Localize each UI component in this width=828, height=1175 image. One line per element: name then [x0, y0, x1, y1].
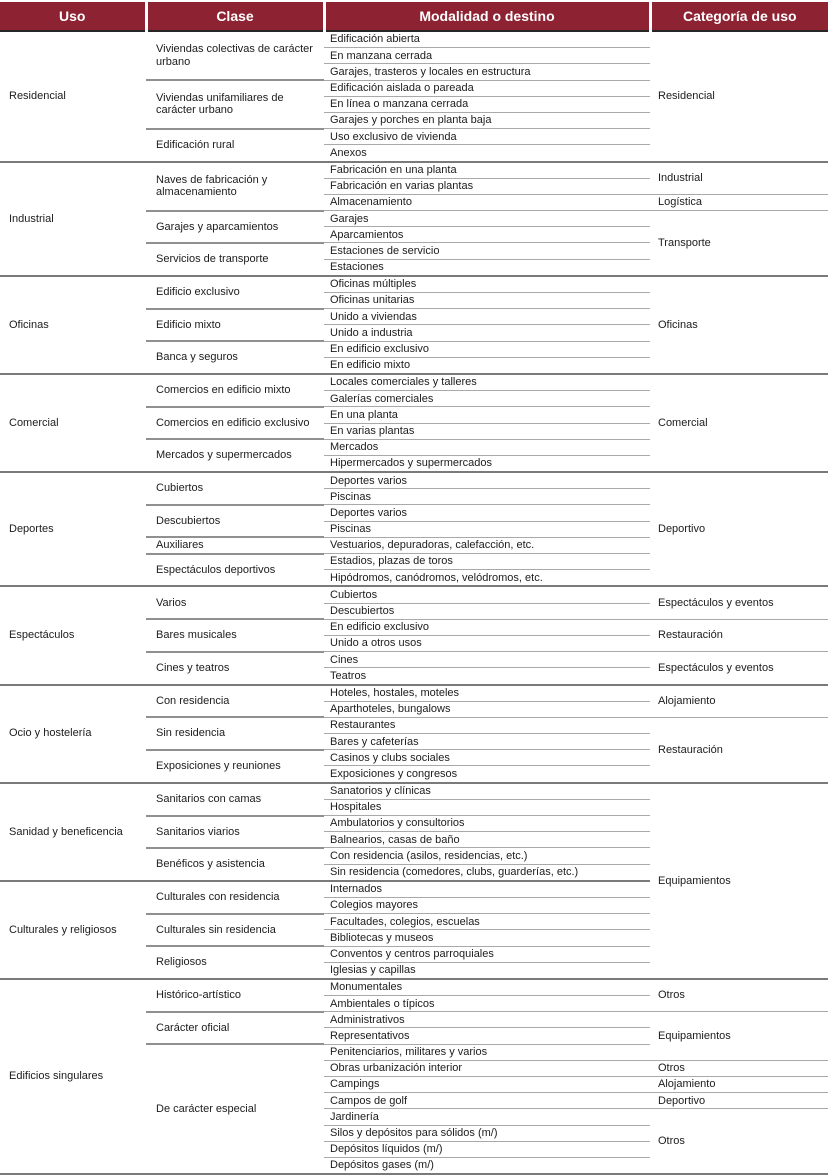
clase-cell: Edificio exclusivo — [146, 276, 324, 309]
modalidad-cell: En edificio exclusivo — [324, 341, 650, 357]
categoria-cell: Equipamientos — [650, 1012, 828, 1061]
modalidad-cell: En una planta — [324, 407, 650, 423]
uso-cell: Ocio y hostelería — [0, 685, 146, 783]
clase-cell: Cubiertos — [146, 472, 324, 505]
header-categoria: Categoría de uso — [650, 2, 828, 31]
modalidad-cell: Aparcamientos — [324, 227, 650, 243]
uso-cell: Residencial — [0, 31, 146, 162]
clase-cell: Con residencia — [146, 685, 324, 718]
table-row — [0, 374, 828, 391]
modalidad-cell: Bibliotecas y museos — [324, 930, 650, 946]
modalidad-cell: Hoteles, hostales, moteles — [324, 685, 650, 702]
modalidad-cell: Silos y depósitos para sólidos (m/) — [324, 1125, 650, 1141]
categoria-cell: Alojamiento — [650, 685, 828, 718]
modalidad-cell: Administrativos — [324, 1012, 650, 1028]
categoria-cell: Otros — [650, 1060, 828, 1076]
modalidad-cell: Iglesias y capillas — [324, 962, 650, 979]
clase-cell: Sanitarios con camas — [146, 783, 324, 816]
clase-cell: Histórico-artístico — [146, 979, 324, 1012]
clase-cell: Comercios en edificio mixto — [146, 374, 324, 407]
clase-cell: Naves de fabricación y almacenamiento — [146, 162, 324, 211]
header-modalidad: Modalidad o destino — [324, 2, 650, 31]
modalidad-cell: Casinos y clubs sociales — [324, 750, 650, 766]
categoria-cell: Residencial — [650, 31, 828, 162]
table-row — [0, 783, 828, 800]
table-header-row — [0, 2, 828, 31]
categoria-cell: Equipamientos — [650, 783, 828, 979]
clase-cell: Auxiliares — [146, 537, 324, 553]
modalidad-cell: Penitenciarios, militares y varios — [324, 1044, 650, 1060]
uso-cell: Oficinas — [0, 276, 146, 374]
clase-cell: Comercios en edificio exclusivo — [146, 407, 324, 439]
modalidad-cell: Garajes, trasteros y locales en estructura — [324, 64, 650, 80]
modalidad-cell: Sin residencia (comedores, clubs, guarderías, etc.) — [324, 864, 650, 881]
modalidad-cell: Unido a viviendas — [324, 309, 650, 325]
clase-cell: Carácter oficial — [146, 1012, 324, 1044]
modalidad-cell: Colegios mayores — [324, 897, 650, 913]
categoria-cell: Espectáculos y eventos — [650, 586, 828, 619]
clase-cell: Viviendas colectivas de carácter urbano — [146, 31, 324, 80]
modalidad-cell: En manzana cerrada — [324, 48, 650, 64]
uso-cell: Edificios singulares — [0, 979, 146, 1174]
modalidad-cell: Unido a industria — [324, 325, 650, 341]
clase-cell: Religiosos — [146, 946, 324, 979]
modalidad-cell: Descubiertos — [324, 603, 650, 619]
table-row — [0, 472, 828, 489]
modalidad-cell: Unido a otros usos — [324, 635, 650, 651]
modalidad-cell: Sanatorios y clínicas — [324, 783, 650, 800]
modalidad-cell: Fabricación en varias plantas — [324, 178, 650, 194]
modalidad-cell: Conventos y centros parroquiales — [324, 946, 650, 962]
clase-cell: Cines y teatros — [146, 652, 324, 685]
clase-cell: Culturales sin residencia — [146, 914, 324, 946]
modalidad-cell: Monumentales — [324, 979, 650, 996]
uso-cell: Industrial — [0, 162, 146, 276]
clase-cell: Mercados y supermercados — [146, 439, 324, 472]
header-uso: Uso — [0, 2, 146, 31]
modalidad-cell: Edificación abierta — [324, 31, 650, 48]
modalidad-cell: Campings — [324, 1077, 650, 1093]
modalidad-cell: Campos de golf — [324, 1093, 650, 1109]
modalidad-cell: Obras urbanización interior — [324, 1060, 650, 1076]
modalidad-cell: Restaurantes — [324, 717, 650, 733]
modalidad-cell: Oficinas múltiples — [324, 276, 650, 293]
categoria-cell: Deportivo — [650, 472, 828, 586]
table-row — [0, 31, 828, 48]
modalidad-cell: Hipermercados y supermercados — [324, 455, 650, 472]
clase-cell: Descubiertos — [146, 505, 324, 537]
modalidad-cell: Mercados — [324, 439, 650, 455]
clase-cell: Varios — [146, 586, 324, 619]
categoria-cell: Otros — [650, 979, 828, 1012]
uso-classification-table — [0, 2, 828, 1175]
modalidad-cell: Jardinería — [324, 1109, 650, 1125]
clase-cell: Espectáculos deportivos — [146, 554, 324, 587]
clase-cell: Servicios de transporte — [146, 243, 324, 276]
table-row — [0, 979, 828, 996]
categoria-cell: Transporte — [650, 211, 828, 276]
clase-cell: Sin residencia — [146, 717, 324, 749]
clase-cell: Exposiciones y reuniones — [146, 750, 324, 783]
modalidad-cell: Vestuarios, depuradoras, calefacción, etc. — [324, 537, 650, 553]
clase-cell: Edificación rural — [146, 129, 324, 162]
modalidad-cell: Balnearios, casas de baño — [324, 832, 650, 848]
modalidad-cell: Piscinas — [324, 521, 650, 537]
modalidad-cell: Cines — [324, 652, 650, 668]
modalidad-cell: Galerías comerciales — [324, 391, 650, 407]
clase-cell: Garajes y aparcamientos — [146, 211, 324, 243]
modalidad-cell: Almacenamiento — [324, 194, 650, 210]
uso-cell: Culturales y religiosos — [0, 881, 146, 979]
modalidad-cell: En edificio exclusivo — [324, 619, 650, 635]
categoria-cell: Restauración — [650, 717, 828, 782]
modalidad-cell: Ambulatorios y consultorios — [324, 816, 650, 832]
modalidad-cell: En línea o manzana cerrada — [324, 96, 650, 112]
categoria-cell: Espectáculos y eventos — [650, 652, 828, 685]
modalidad-cell: Estaciones — [324, 259, 650, 276]
modalidad-cell: En edificio mixto — [324, 357, 650, 374]
categoria-cell: Alojamiento — [650, 1077, 828, 1093]
modalidad-cell: Depósitos gases (m/) — [324, 1157, 650, 1174]
clase-cell: Banca y seguros — [146, 341, 324, 374]
modalidad-cell: Oficinas unitarias — [324, 293, 650, 309]
categoria-cell: Otros — [650, 1109, 828, 1174]
modalidad-cell: Con residencia (asilos, residencias, etc.) — [324, 848, 650, 864]
modalidad-cell: Exposiciones y congresos — [324, 766, 650, 783]
modalidad-cell: Representativos — [324, 1028, 650, 1044]
modalidad-cell: Ambientales o típicos — [324, 996, 650, 1012]
clase-cell: De carácter especial — [146, 1044, 324, 1174]
clase-cell: Benéficos y asistencia — [146, 848, 324, 881]
categoria-cell: Oficinas — [650, 276, 828, 374]
modalidad-cell: Piscinas — [324, 489, 650, 505]
modalidad-cell: En varias plantas — [324, 423, 650, 439]
modalidad-cell: Cubiertos — [324, 586, 650, 603]
modalidad-cell: Hipódromos, canódromos, velódromos, etc. — [324, 570, 650, 587]
categoria-cell: Logística — [650, 194, 828, 210]
categoria-cell: Industrial — [650, 162, 828, 195]
categoria-cell: Restauración — [650, 619, 828, 651]
modalidad-cell: Garajes — [324, 211, 650, 227]
clase-cell: Sanitarios viarios — [146, 816, 324, 848]
categoria-cell: Comercial — [650, 374, 828, 472]
modalidad-cell: Bares y cafeterías — [324, 734, 650, 750]
modalidad-cell: Internados — [324, 881, 650, 898]
modalidad-cell: Aparthoteles, bungalows — [324, 701, 650, 717]
modalidad-cell: Hospitales — [324, 799, 650, 815]
table-row — [0, 276, 828, 293]
modalidad-cell: Anexos — [324, 145, 650, 162]
modalidad-cell: Deportes varios — [324, 505, 650, 521]
modalidad-cell: Facultades, colegios, escuelas — [324, 914, 650, 930]
modalidad-cell: Locales comerciales y talleres — [324, 374, 650, 391]
uso-cell: Deportes — [0, 472, 146, 586]
table-row — [0, 586, 828, 603]
uso-cell: Espectáculos — [0, 586, 146, 684]
clase-cell: Bares musicales — [146, 619, 324, 651]
table-row — [0, 162, 828, 179]
uso-cell: Comercial — [0, 374, 146, 472]
modalidad-cell: Teatros — [324, 668, 650, 685]
modalidad-cell: Garajes y porches en planta baja — [324, 112, 650, 128]
uso-cell: Sanidad y beneficencia — [0, 783, 146, 881]
header-clase: Clase — [146, 2, 324, 31]
modalidad-cell: Deportes varios — [324, 472, 650, 489]
modalidad-cell: Estaciones de servicio — [324, 243, 650, 259]
clase-cell: Culturales con residencia — [146, 881, 324, 914]
modalidad-cell: Uso exclusivo de vivienda — [324, 129, 650, 145]
clase-cell: Edificio mixto — [146, 309, 324, 341]
categoria-cell: Deportivo — [650, 1093, 828, 1109]
table-row — [0, 685, 828, 702]
modalidad-cell: Depósitos líquidos (m/) — [324, 1141, 650, 1157]
table-body — [0, 31, 828, 1174]
modalidad-cell: Estadios, plazas de toros — [324, 554, 650, 570]
modalidad-cell: Fabricación en una planta — [324, 162, 650, 179]
clase-cell: Viviendas unifamiliares de carácter urbano — [146, 80, 324, 129]
modalidad-cell: Edificación aislada o pareada — [324, 80, 650, 96]
